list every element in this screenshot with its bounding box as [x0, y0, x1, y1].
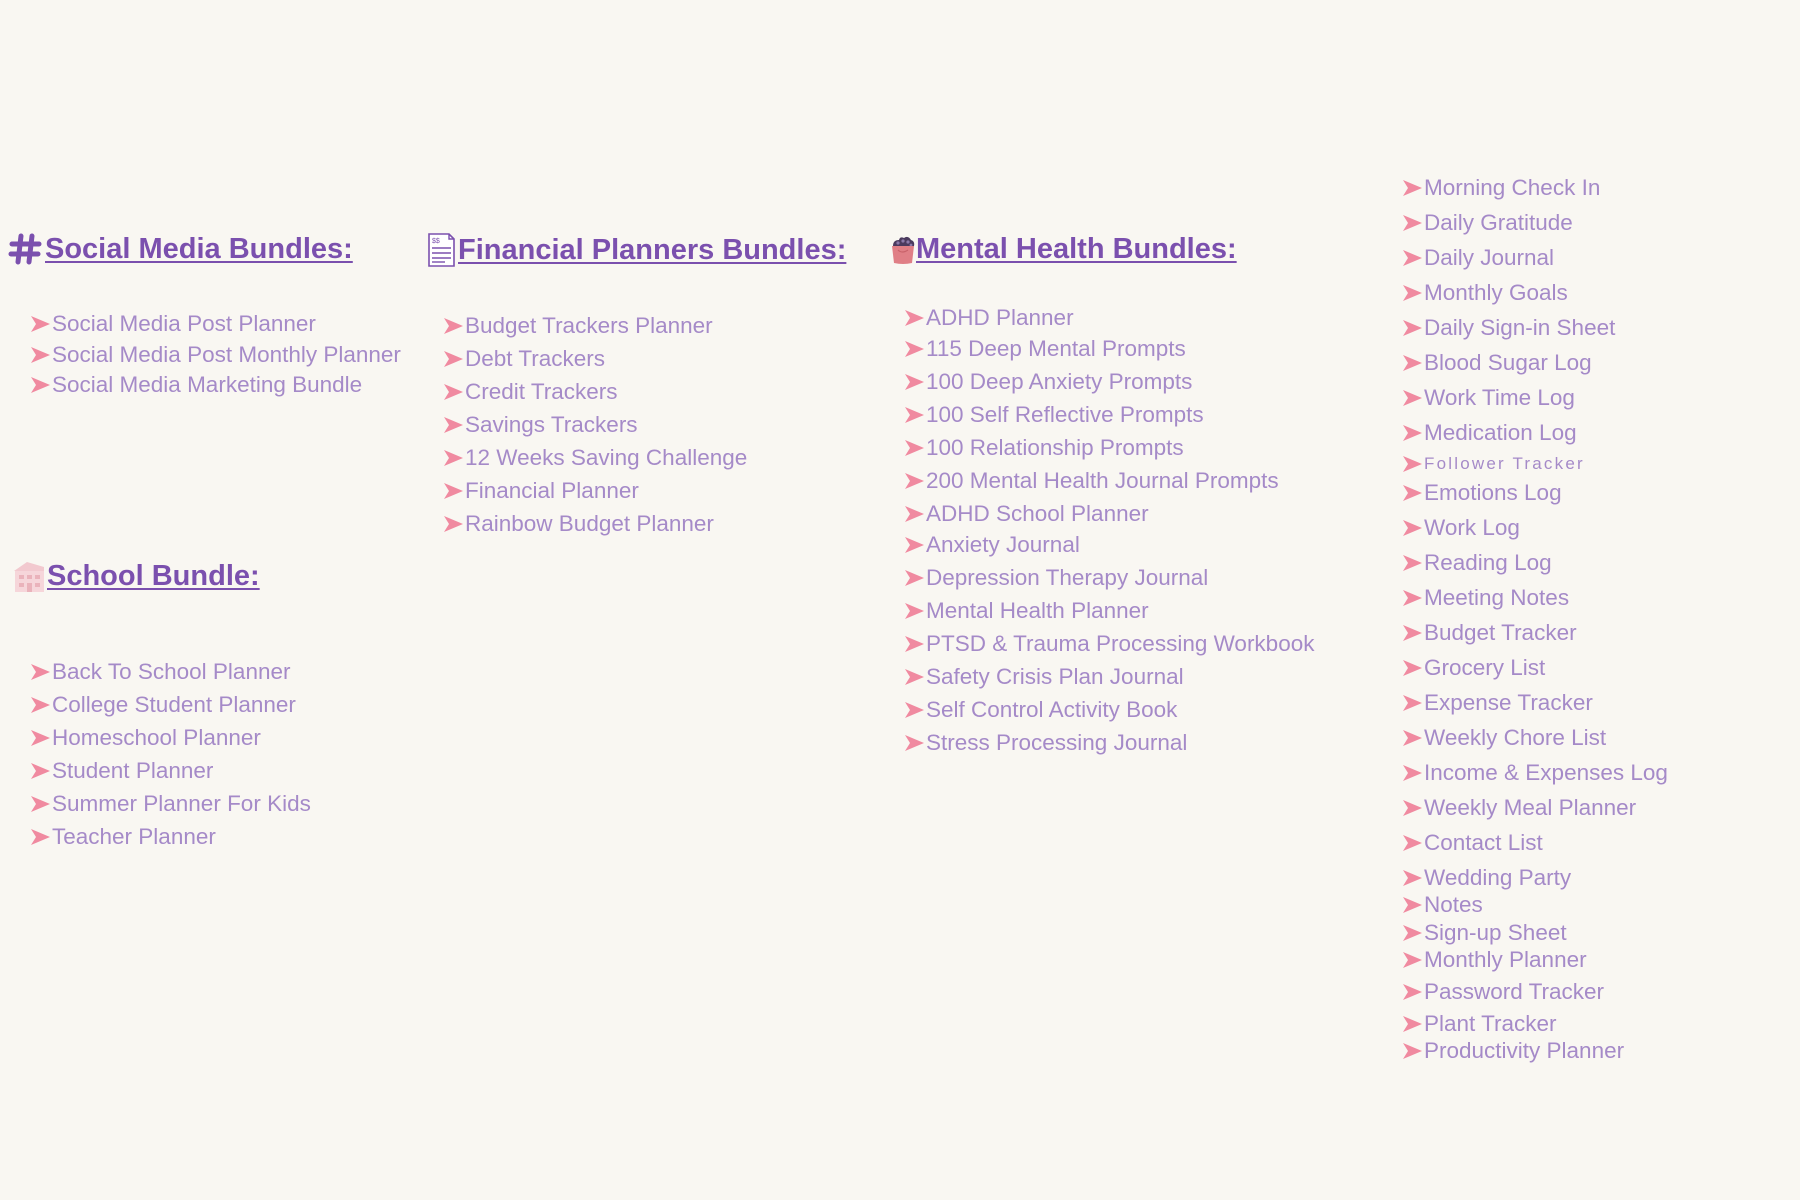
list-item[interactable]	[30, 725, 261, 751]
arrow-bullet-icon	[1402, 1015, 1423, 1033]
arrow-bullet-icon	[1402, 896, 1423, 914]
arrow-bullet-icon	[1402, 694, 1423, 712]
arrow-bullet-icon	[30, 696, 51, 714]
arrow-bullet-icon	[30, 346, 51, 364]
arrow-bullet-icon	[1402, 319, 1423, 337]
list-item[interactable]	[904, 598, 1149, 624]
list-item[interactable]	[904, 631, 1314, 657]
arrow-bullet-icon	[1402, 179, 1423, 197]
list-item-label: Monthly Goals	[1424, 280, 1568, 305]
list-item[interactable]	[1402, 920, 1567, 946]
list-item-label: Social Media Post Planner	[52, 311, 316, 336]
list-item[interactable]	[30, 342, 401, 368]
list-item-label: Grocery List	[1424, 655, 1546, 680]
list-item[interactable]	[1402, 350, 1592, 376]
list-item-label: Follower Tracker	[1424, 454, 1585, 473]
arrow-bullet-icon	[904, 536, 925, 554]
list-item[interactable]	[904, 435, 1184, 461]
arrow-bullet-icon	[30, 762, 51, 780]
list-item[interactable]	[30, 659, 290, 685]
arrow-bullet-icon	[443, 482, 464, 500]
list-item-label: Daily Journal	[1424, 245, 1555, 270]
list-item[interactable]	[1402, 865, 1571, 891]
list-item[interactable]	[443, 511, 714, 537]
arrow-bullet-icon	[1402, 354, 1423, 372]
list-item[interactable]	[30, 791, 311, 817]
list-item-label: Rainbow Budget Planner	[465, 511, 714, 536]
list-item[interactable]	[904, 501, 1149, 527]
list-item-label: Financial Planner	[465, 478, 639, 503]
arrow-bullet-icon	[1402, 729, 1423, 747]
list-item-label: 12 Weeks Saving Challenge	[465, 445, 748, 470]
receipt-icon	[425, 232, 457, 268]
list-item-label: Blood Sugar Log	[1424, 350, 1592, 375]
arrow-bullet-icon	[1402, 284, 1423, 302]
list-item[interactable]	[1402, 385, 1575, 411]
list-item-label: Summer Planner For Kids	[52, 791, 311, 816]
list-item[interactable]	[1402, 655, 1545, 681]
arrow-bullet-icon	[1402, 455, 1423, 473]
list-item[interactable]	[30, 824, 216, 850]
arrow-bullet-icon	[443, 317, 464, 335]
arrow-bullet-icon	[1402, 799, 1423, 817]
social-media-title[interactable]: Social Media Bundles:	[45, 232, 353, 265]
school-title[interactable]: School Bundle:	[47, 559, 260, 592]
arrow-bullet-icon	[30, 663, 51, 681]
list-item-label: Homeschool Planner	[52, 725, 261, 750]
list-item-label: Reading Log	[1424, 550, 1552, 575]
list-item-label: Mental Health Planner	[926, 598, 1149, 623]
list-item[interactable]	[1402, 280, 1568, 306]
school-heading	[12, 559, 260, 593]
list-item-label: ADHD Planner	[926, 305, 1074, 330]
list-item[interactable]	[904, 402, 1204, 428]
list-item-label: Work Time Log	[1424, 385, 1575, 410]
list-item-label: Debt Trackers	[465, 346, 606, 371]
brain-icon	[890, 232, 916, 266]
list-item[interactable]	[1402, 175, 1600, 201]
arrow-bullet-icon	[443, 383, 464, 401]
list-item-label: Expense Tracker	[1424, 690, 1593, 715]
arrow-bullet-icon	[904, 635, 925, 653]
list-item-label: Weekly Meal Planner	[1424, 795, 1637, 820]
list-item-label: Password Tracker	[1424, 979, 1605, 1004]
arrow-bullet-icon	[1402, 554, 1423, 572]
arrow-bullet-icon	[1402, 249, 1423, 267]
list-item-label: Contact List	[1424, 830, 1543, 855]
arrow-bullet-icon	[904, 406, 925, 424]
arrow-bullet-icon	[1402, 869, 1423, 887]
school-building-icon	[12, 559, 46, 593]
list-item[interactable]	[904, 565, 1208, 591]
arrow-bullet-icon	[1402, 424, 1423, 442]
list-item-label: PTSD & Trauma Processing Workbook	[926, 631, 1315, 656]
list-item-label: Medication Log	[1424, 420, 1577, 445]
list-item-label: Daily Gratitude	[1424, 210, 1573, 235]
list-item-label: Wedding Party	[1424, 865, 1572, 890]
arrow-bullet-icon	[904, 340, 925, 358]
list-item-label: Credit Trackers	[465, 379, 618, 404]
list-item[interactable]	[904, 697, 1177, 723]
list-item-label: Weekly Chore List	[1424, 725, 1607, 750]
list-item-label: Productivity Planner	[1424, 1038, 1625, 1063]
list-item-label: Meeting Notes	[1424, 585, 1570, 610]
list-item-label: Self Control Activity Book	[926, 697, 1178, 722]
arrow-bullet-icon	[30, 729, 51, 747]
arrow-bullet-icon	[904, 373, 925, 391]
arrow-bullet-icon	[443, 449, 464, 467]
list-item[interactable]	[1402, 947, 1587, 973]
arrow-bullet-icon	[904, 569, 925, 587]
list-item-label: Monthly Planner	[1424, 947, 1587, 972]
financial-heading	[425, 232, 846, 268]
arrow-bullet-icon	[443, 515, 464, 533]
list-item[interactable]	[904, 305, 1074, 331]
list-item[interactable]	[1402, 454, 1585, 474]
arrow-bullet-icon	[1402, 589, 1423, 607]
list-item[interactable]	[1402, 760, 1668, 786]
list-item[interactable]	[1402, 585, 1569, 611]
list-item[interactable]	[1402, 420, 1577, 446]
arrow-bullet-icon	[904, 602, 925, 620]
arrow-bullet-icon	[904, 309, 925, 327]
arrow-bullet-icon	[1402, 924, 1423, 942]
list-item[interactable]	[443, 445, 747, 471]
arrow-bullet-icon	[1402, 1042, 1423, 1060]
list-item-label: Social Media Post Monthly Planner	[52, 342, 401, 367]
list-item[interactable]	[1402, 480, 1562, 506]
arrow-bullet-icon	[1402, 214, 1423, 232]
list-item-label: Emotions Log	[1424, 480, 1562, 505]
list-item-label: Daily Sign-in Sheet	[1424, 315, 1616, 340]
svg-text:$$: $$	[432, 238, 440, 245]
arrow-bullet-icon	[1402, 659, 1423, 677]
list-item[interactable]	[1402, 1011, 1557, 1037]
list-item[interactable]	[30, 311, 316, 337]
list-item[interactable]	[904, 369, 1192, 395]
arrow-bullet-icon	[1402, 834, 1423, 852]
list-item-label: Budget Trackers Planner	[465, 313, 713, 338]
list-item[interactable]	[1402, 245, 1554, 271]
list-item[interactable]	[30, 692, 296, 718]
list-item[interactable]	[1402, 620, 1577, 646]
list-item[interactable]	[1402, 1038, 1624, 1064]
list-item-label: Safety Crisis Plan Journal	[926, 664, 1184, 689]
list-item[interactable]	[904, 468, 1279, 494]
list-item-label: Teacher Planner	[52, 824, 216, 849]
arrow-bullet-icon	[1402, 484, 1423, 502]
list-item[interactable]	[1402, 315, 1615, 341]
list-item-label: Work Log	[1424, 515, 1520, 540]
list-item-label: College Student Planner	[52, 692, 296, 717]
list-item-label: 100 Self Reflective Prompts	[926, 402, 1204, 427]
list-item[interactable]	[1402, 795, 1636, 821]
list-item-label: ADHD School Planner	[926, 501, 1149, 526]
list-item[interactable]	[1402, 210, 1573, 236]
list-item-label: 200 Mental Health Journal Prompts	[926, 468, 1279, 493]
mental-health-heading	[890, 232, 1237, 266]
arrow-bullet-icon	[30, 795, 51, 813]
arrow-bullet-icon	[30, 828, 51, 846]
list-item[interactable]	[904, 664, 1184, 690]
list-item[interactable]	[904, 336, 1186, 362]
list-item[interactable]	[1402, 892, 1483, 918]
list-item-label: Depression Therapy Journal	[926, 565, 1209, 590]
list-item[interactable]	[443, 379, 618, 405]
mental-health-title[interactable]: Mental Health Bundles:	[916, 232, 1237, 265]
list-item-label: 100 Relationship Prompts	[926, 435, 1184, 460]
list-item[interactable]	[443, 478, 639, 504]
list-item-label: Anxiety Journal	[926, 532, 1080, 557]
list-item-label: Savings Trackers	[465, 412, 638, 437]
arrow-bullet-icon	[1402, 389, 1423, 407]
list-item-label: Sign-up Sheet	[1424, 920, 1567, 945]
list-item[interactable]	[30, 758, 213, 784]
arrow-bullet-icon	[1402, 983, 1423, 1001]
list-item[interactable]	[1402, 979, 1604, 1005]
arrow-bullet-icon	[904, 734, 925, 752]
arrow-bullet-icon	[904, 439, 925, 457]
list-item[interactable]	[1402, 550, 1552, 576]
list-item[interactable]	[1402, 690, 1593, 716]
arrow-bullet-icon	[904, 505, 925, 523]
arrow-bullet-icon	[1402, 519, 1423, 537]
arrow-bullet-icon	[443, 416, 464, 434]
list-item-label: Social Media Marketing Bundle	[52, 372, 363, 397]
financial-title[interactable]: Financial Planners Bundles:	[458, 233, 847, 266]
arrow-bullet-icon	[1402, 951, 1423, 969]
arrow-bullet-icon	[30, 315, 51, 333]
list-item-label: Notes	[1424, 892, 1483, 917]
list-item-label: Budget Tracker	[1424, 620, 1577, 645]
list-item-label: Back To School Planner	[52, 659, 291, 684]
list-item[interactable]	[904, 730, 1187, 756]
social-media-heading	[8, 232, 353, 266]
list-item-label: 100 Deep Anxiety Prompts	[926, 369, 1193, 394]
list-item-label: Student Planner	[52, 758, 214, 783]
arrow-bullet-icon	[904, 701, 925, 719]
list-item[interactable]	[443, 412, 638, 438]
list-item[interactable]	[904, 532, 1080, 558]
list-item[interactable]	[30, 372, 362, 398]
list-item-label: Stress Processing Journal	[926, 730, 1188, 755]
list-item[interactable]	[1402, 725, 1606, 751]
list-item-label: Income & Expenses Log	[1424, 760, 1668, 785]
list-item[interactable]	[1402, 515, 1520, 541]
list-item-label: Morning Check In	[1424, 175, 1601, 200]
arrow-bullet-icon	[30, 376, 51, 394]
list-item[interactable]	[1402, 830, 1543, 856]
arrow-bullet-icon	[904, 472, 925, 490]
list-item-label: Plant Tracker	[1424, 1011, 1557, 1036]
list-item[interactable]	[443, 346, 605, 372]
list-item[interactable]	[443, 313, 713, 339]
arrow-bullet-icon	[1402, 624, 1423, 642]
arrow-bullet-icon	[443, 350, 464, 368]
hashtag-icon	[8, 232, 42, 266]
list-item-label: 115 Deep Mental Prompts	[926, 336, 1186, 361]
arrow-bullet-icon	[1402, 764, 1423, 782]
arrow-bullet-icon	[904, 668, 925, 686]
